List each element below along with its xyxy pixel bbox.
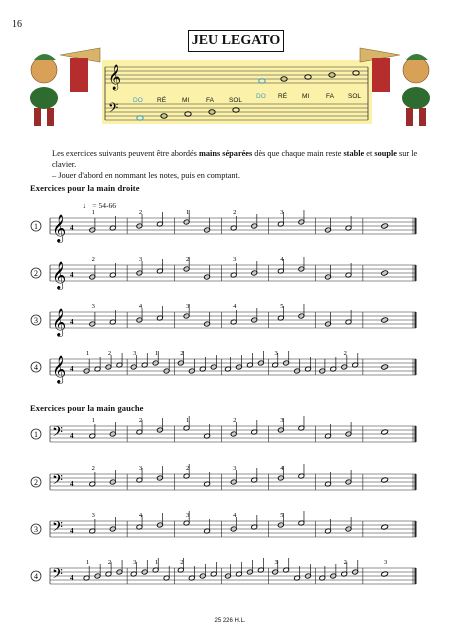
right-hand-title: Exercices pour la main droite	[30, 183, 140, 193]
finger-number: 5	[280, 303, 284, 310]
time-signature: 4	[70, 480, 74, 488]
bass-clef-icon: 𝄢	[108, 102, 119, 119]
time-signature: 4	[70, 432, 74, 440]
finger-number: 2	[91, 256, 95, 263]
exercise-number: 1	[34, 222, 38, 231]
treble-clef-icon: 𝄞	[52, 216, 67, 242]
finger-number: 2	[91, 465, 95, 472]
finger-number: 1	[91, 209, 95, 216]
finger-number: 3	[138, 465, 143, 472]
page-number: 16	[12, 19, 22, 30]
intro-line-2: – Jouer d'abord en nommant les notes, puis en comptant.	[52, 171, 240, 180]
page-title: JEU LEGATO	[188, 30, 284, 52]
footer-code: 25 226 H.L.	[214, 618, 246, 624]
time-signature: 4	[70, 527, 74, 535]
final-barline	[415, 265, 417, 281]
exercise-number: 2	[34, 478, 38, 487]
time-signature: 4	[70, 224, 74, 232]
finger-number: 1	[91, 417, 95, 424]
finger-number: 2	[180, 559, 184, 566]
finger-number: 2	[343, 350, 347, 357]
note-name: MI	[182, 97, 190, 104]
finger-number: 2	[138, 209, 143, 216]
finger-number: 2	[138, 417, 143, 424]
finger-number: 3	[138, 256, 143, 263]
treble-clef-icon: 𝄞	[52, 310, 67, 336]
bass-clef-icon: 𝄢	[52, 519, 63, 538]
bass-clef-icon: 𝄢	[52, 424, 63, 443]
final-barline	[415, 312, 417, 328]
finger-number: 3	[133, 559, 137, 566]
final-barline	[415, 474, 417, 490]
finger-number: 3	[274, 350, 278, 357]
exercise-number: 2	[34, 269, 38, 278]
treble-clef-icon: 𝄞	[108, 64, 122, 89]
note-name: FA	[206, 97, 214, 104]
finger-number: 3	[233, 256, 237, 263]
time-signature: 4	[70, 365, 74, 373]
finger-number: 3	[133, 350, 137, 357]
bass-clef-icon: 𝄢	[52, 566, 63, 585]
note-name: RÉ	[157, 97, 167, 104]
finger-number: 4	[138, 303, 143, 310]
final-barline	[415, 218, 417, 234]
exercise-number: 4	[34, 363, 38, 372]
finger-number: 3	[91, 303, 95, 310]
finger-number: 2	[180, 350, 184, 357]
finger-number: 3	[233, 465, 237, 472]
finger-number: 4	[138, 512, 143, 519]
finger-number: 4	[233, 512, 237, 519]
finger-number: 3	[185, 512, 190, 519]
exercise-number: 4	[34, 572, 38, 581]
note-name: SOL	[348, 93, 362, 100]
final-barline	[415, 568, 417, 584]
bass-clef-icon: 𝄢	[52, 472, 63, 491]
finger-number: 2	[185, 465, 190, 472]
finger-number: 5	[280, 512, 284, 519]
treble-clef-icon: 𝄞	[52, 263, 67, 289]
finger-number: 1	[155, 350, 159, 357]
finger-number: 3	[280, 417, 284, 424]
finger-number: 4	[280, 465, 284, 472]
finger-number: 1	[155, 559, 159, 566]
finger-number: 3	[383, 559, 388, 566]
left-hand-title: Exercices pour la main gauche	[30, 403, 144, 413]
finger-number: 2	[185, 256, 190, 263]
final-barline	[415, 359, 417, 375]
finger-number: 2	[107, 350, 112, 357]
finger-number: 3	[185, 303, 190, 310]
note-name: RÉ	[278, 93, 288, 100]
final-barline	[415, 426, 417, 442]
finger-number: 2	[107, 559, 112, 566]
note-name: MI	[302, 93, 310, 100]
exercise-number: 3	[34, 316, 38, 325]
finger-number: 4	[280, 256, 284, 263]
exercise-number: 3	[34, 525, 38, 534]
time-signature: 4	[70, 574, 74, 582]
finger-number: 3	[91, 512, 95, 519]
note-name: SOL	[229, 97, 243, 104]
note-name: FA	[326, 93, 334, 100]
time-signature: 4	[70, 318, 74, 326]
treble-clef-icon: 𝄞	[52, 357, 67, 383]
finger-number: 2	[343, 559, 347, 566]
finger-number: 2	[233, 209, 237, 216]
finger-number: 2	[233, 417, 237, 424]
finger-number: 3	[280, 209, 284, 216]
intro-line-1: Les exercices suivants peuvent être abordés mains séparées dès que chaque main reste stable et souple sur le clavier.	[52, 149, 418, 169]
finger-number: 1	[185, 417, 190, 424]
quarter-note-icon: ♩	[83, 201, 91, 210]
tempo-marking: ♩ = 54-66	[83, 201, 116, 210]
finger-number: 3	[274, 559, 278, 566]
finger-number: 1	[85, 559, 90, 566]
finger-number: 4	[233, 303, 237, 310]
note-name: DO	[256, 93, 266, 100]
finger-number: 1	[85, 350, 90, 357]
exercise-number: 1	[34, 430, 38, 439]
note-name: DO	[133, 97, 143, 104]
time-signature: 4	[70, 271, 74, 279]
finger-number: 1	[185, 209, 190, 216]
final-barline	[415, 521, 417, 537]
